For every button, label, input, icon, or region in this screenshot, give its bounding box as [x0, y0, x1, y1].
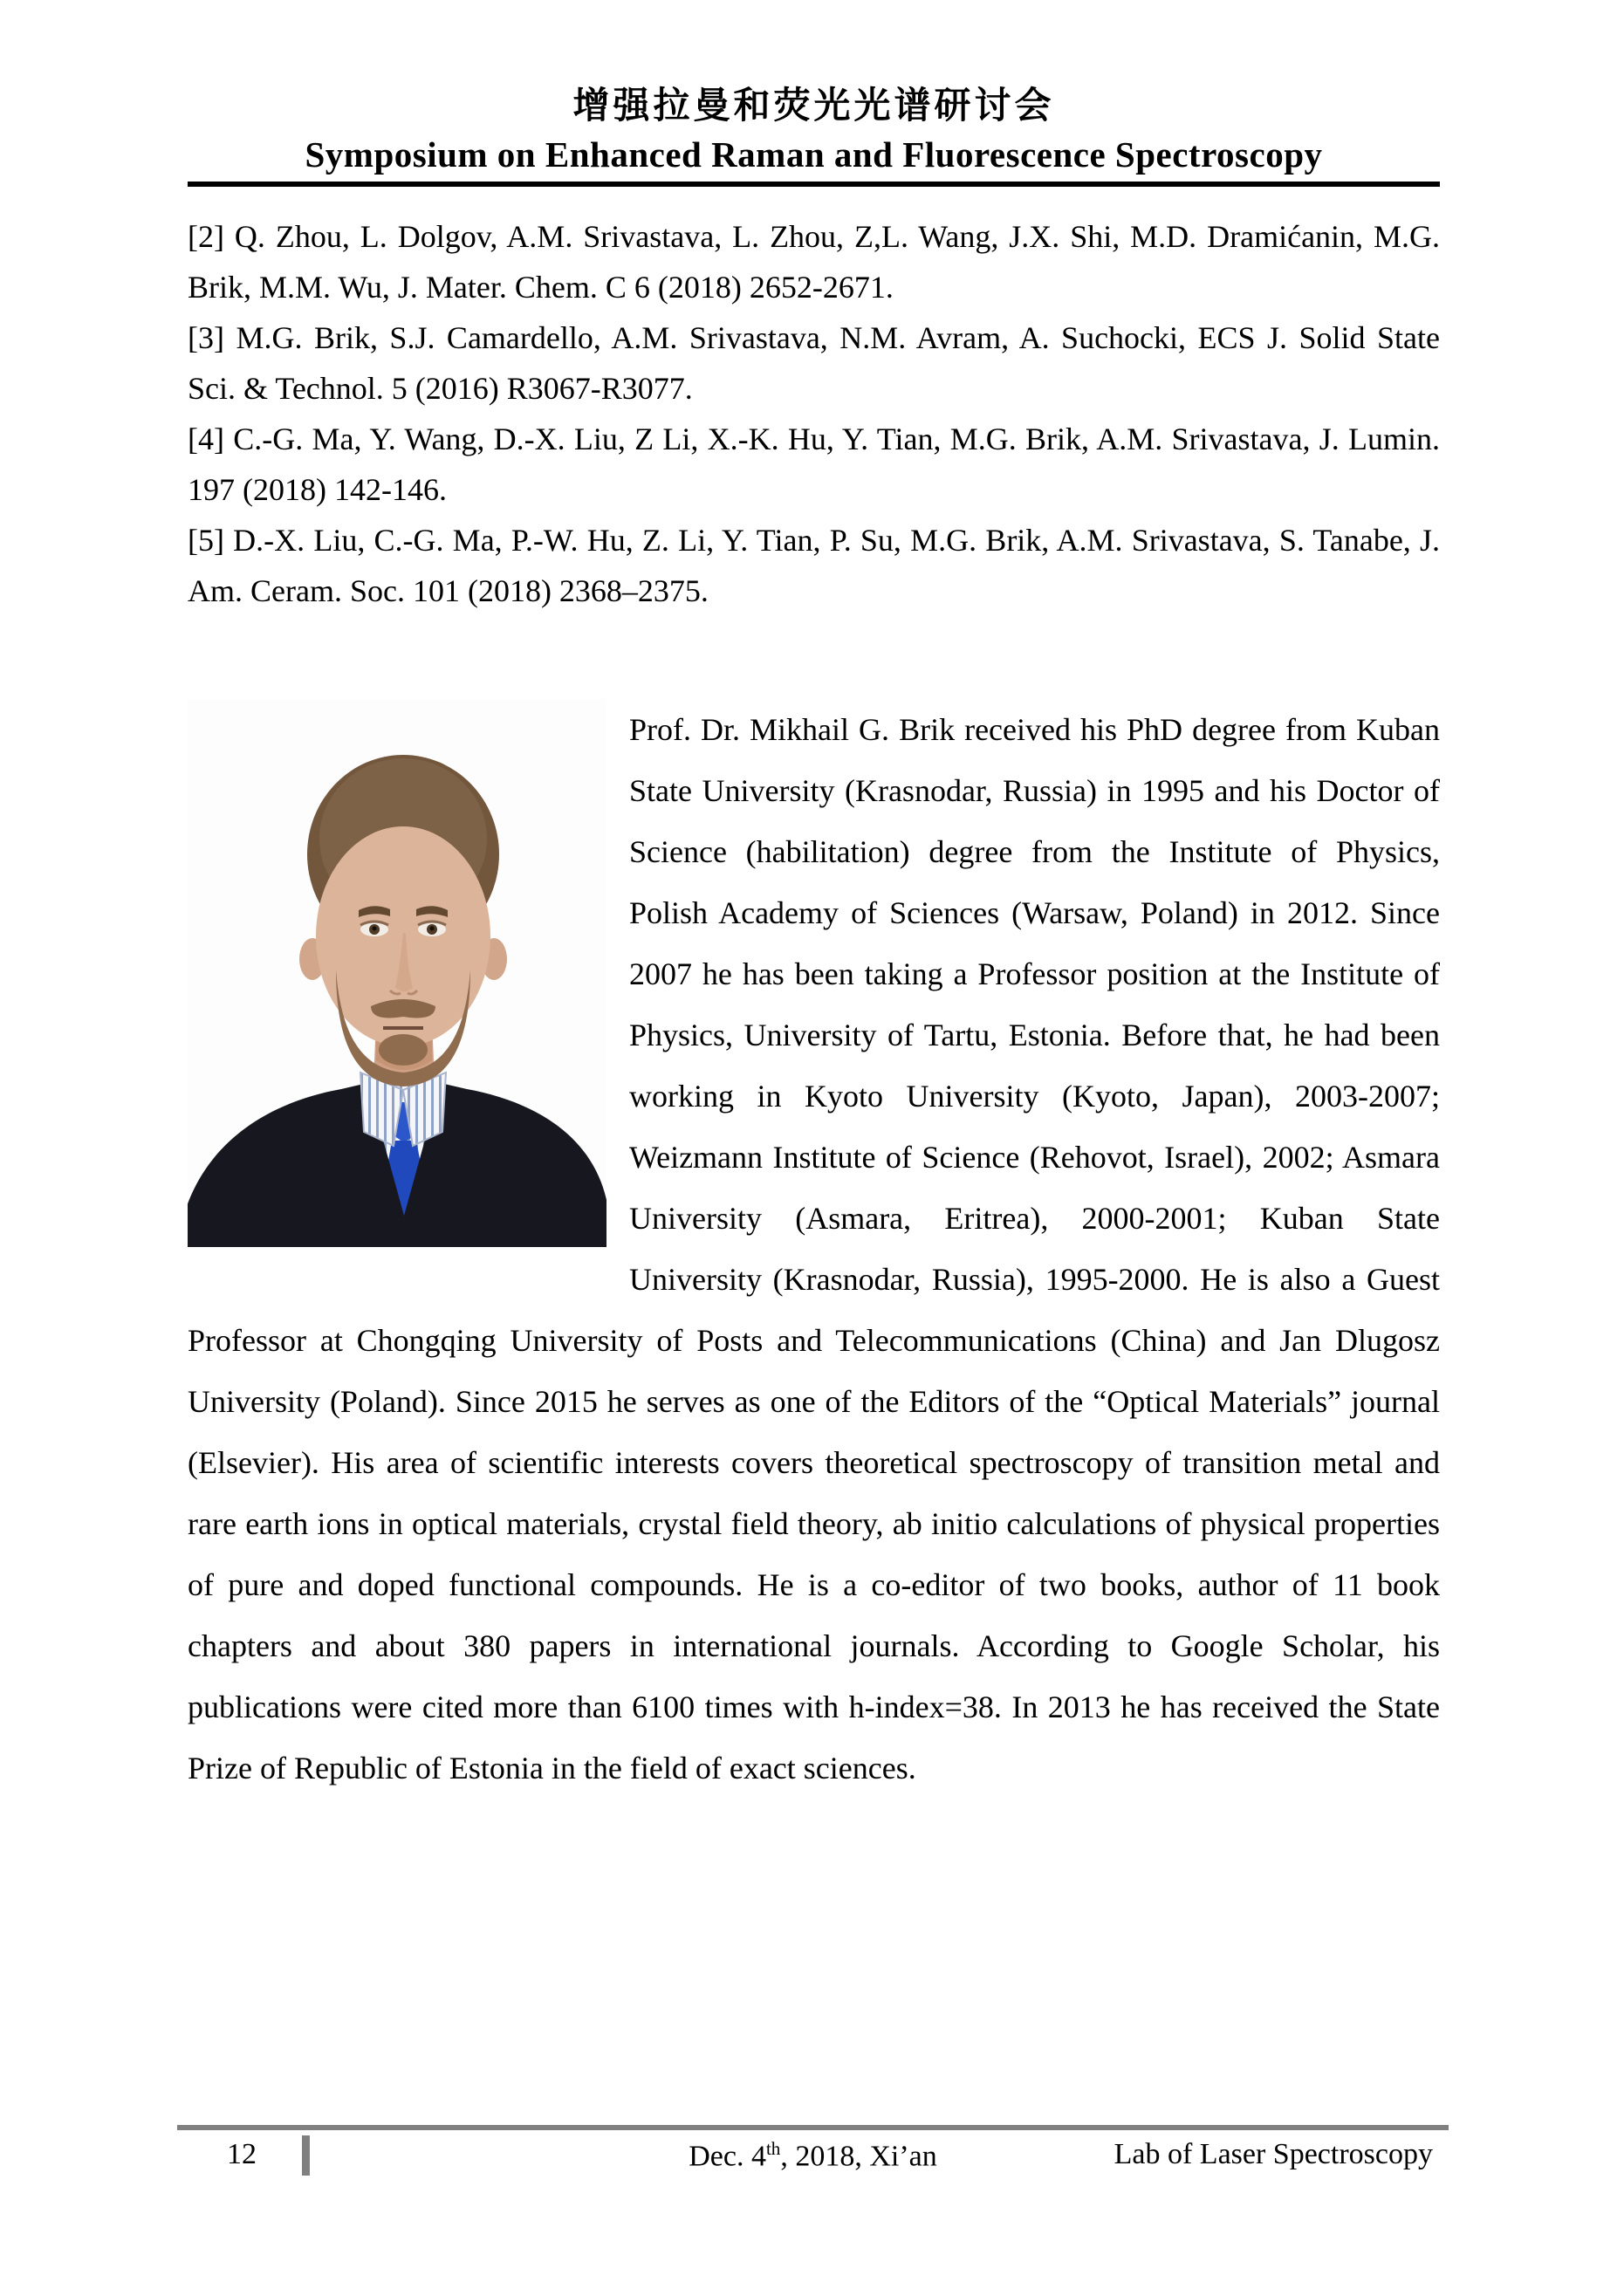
page-content — [188, 0, 1440, 1799]
reference-list — [188, 211, 1440, 616]
reference-item-5: [5] D.-X. Liu, C.-G. Ma, P.-W. Hu, Z. Li, Y. Tian, P. Su, M.G. Brik, A.M. Srivastava, S. Tanabe, J. Am. Ceram. Soc. 101 (2018) 2368–2375. — [188, 523, 1440, 608]
header-rule — [188, 182, 1440, 187]
footer-row — [177, 2138, 1449, 2180]
page-number: 12 — [227, 2138, 257, 2170]
footer-date-prefix: Dec. 4 — [689, 2140, 766, 2173]
biography-paragraph: Prof. Dr. Mikhail G. Brik received his PhD degree from Kuban State University (Krasnodar, Russia) in 1995 and his Doctor of Science (habilitation) degree from the Institute of Physics, Polish Academy of Sciences (Warsaw, Poland) in 2012. Since 2007 he has been taking a Professor position at the Institute of Physics, University of Tartu, Estonia. Before that, he had been working in Kyoto University (Kyoto, Japan), 2003-2007; Weizmann Institute of Science (Rehovot, Israel), 2002; Asmara University (Asmara, Eritrea), 2000-2001; Kuban State University (Krasnodar, Russia), 1995-2000. He is also a Guest Professor at Chongqing University of Posts and Telecommunications (China) and Jan Dlugosz University (Poland). Since 2015 he serves as one of the Editors of the “Optical Materials” journal (Elsevier). His area of scientific interests covers theoretical spectroscopy of transition metal and rare earth ions in optical materials, crystal field theory, ab initio calculations of physical properties of pure and doped functional compounds. He is a co-editor of two books, author of 11 book chapters and about 380 papers in international journals. According to Google Scholar, his publications were cited more than 6100 times with h-index=38. In 2013 he has received the State Prize of Republic of Estonia in the field of exact sciences. — [188, 712, 1440, 1785]
footer-date-ordinal: th — [765, 2138, 781, 2159]
symposium-title-chinese: 增强拉曼和荧光光谱研讨会 — [572, 86, 1055, 127]
portrait-photo — [188, 699, 606, 1247]
reference-item-4: [4] C.-G. Ma, Y. Wang, D.-X. Liu, Z Li, X.-K. Hu, Y. Tian, M.G. Brik, A.M. Srivastava, J. Lumin. 197 (2018) 142-146. — [188, 422, 1440, 507]
page-footer — [177, 2125, 1449, 2180]
footer-lab-name: Lab of Laser Spectroscopy — [1114, 2138, 1433, 2170]
biography-section — [188, 699, 1440, 1799]
reference-item-2: [2] Q. Zhou, L. Dolgov, A.M. Srivastava, L. Zhou, Z,L. Wang, J.X. Shi, M.D. Dramićanin, M.G. Brik, M.M. Wu, J. Mater. Chem. C 6 (2018) 2652-2671. — [188, 219, 1440, 305]
footer-separator-bar — [302, 2135, 310, 2176]
symposium-title-english: Symposium on Enhanced Raman and Fluorescence Spectroscopy — [305, 134, 1323, 175]
footer-date-suffix: , 2018, Xi’an — [780, 2140, 937, 2173]
reference-item-3: [3] M.G. Brik, S.J. Camardello, A.M. Srivastava, N.M. Avram, A. Suchocki, ECS J. Solid State Sci. & Technol. 5 (2016) R3067-R3077. — [188, 320, 1440, 406]
portrait-illustration — [188, 699, 606, 1247]
footer-rule — [177, 2125, 1449, 2130]
